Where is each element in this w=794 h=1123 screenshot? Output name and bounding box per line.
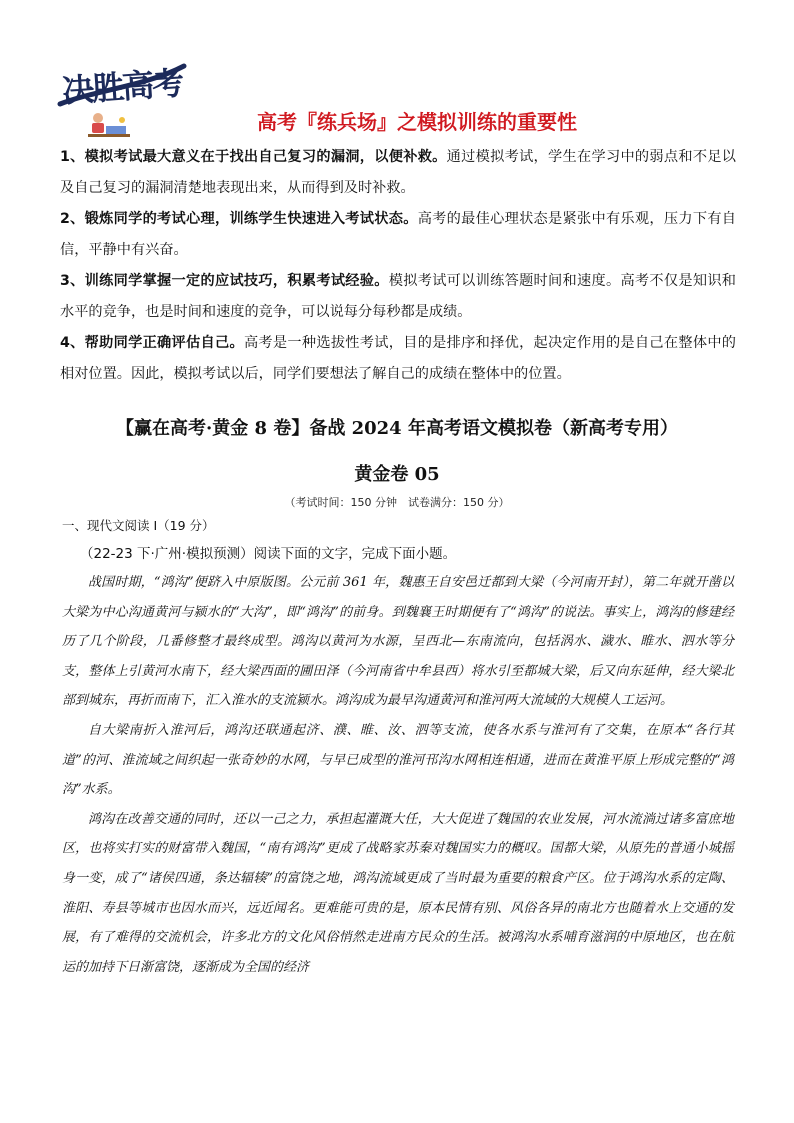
point-strong: 3、训练同学掌握一定的应试技巧，积累考试经验。 bbox=[60, 273, 389, 289]
page-title: 高考『练兵场』之模拟训练的重要性 bbox=[257, 110, 577, 134]
exam-subtitle: 黄金卷 05 bbox=[354, 464, 440, 485]
point-strong: 2、锻炼同学的考试心理，训练学生快速进入考试状态。 bbox=[60, 211, 418, 227]
point-item bbox=[60, 266, 736, 328]
exam-info: （考试时间：150 分钟 试卷满分：150 分） bbox=[284, 496, 510, 509]
section-intro: （22-23 下·广州·模拟预测）阅读下面的文字，完成下面小题。 bbox=[80, 546, 457, 562]
point-text: 高考的最佳心理状态是紧张中有乐观，压力下有自信，平静中有兴奋。 bbox=[60, 211, 736, 258]
logo-text: 决胜高考 bbox=[60, 63, 184, 111]
point-item bbox=[60, 142, 736, 204]
point-text: 通过模拟考试，学生在学习中的弱点和不足以及自己复习的漏洞清楚地表现出来，从而得到及时补救。 bbox=[60, 149, 736, 196]
section-heading: 一、现代文阅读 I（19 分） bbox=[62, 518, 215, 533]
exam-title: 【赢在高考·黄金 8 卷】备战 2024 年高考语文模拟卷（新高考专用） bbox=[116, 418, 678, 439]
point-item bbox=[60, 328, 736, 390]
point-text: 模拟考试可以训练答题时间和速度。高考不仅是知识和水平的竞争，也是时间和速度的竞争，可以说每分每秒都是成绩。 bbox=[60, 273, 736, 320]
points-list bbox=[60, 142, 736, 390]
point-item bbox=[60, 204, 736, 266]
point-text: 高考是一种选拔性考试，目的是排序和择优，起决定作用的是自己在整体中的相对位置。因此，模拟考试以后，同学们要想法了解自己的成绩在整体中的位置。 bbox=[60, 335, 736, 382]
point-strong: 4、帮助同学正确评估自己。 bbox=[60, 335, 244, 351]
point-strong: 1、模拟考试最大意义在于找出自己复习的漏洞，以便补救。 bbox=[60, 149, 447, 165]
passage-paragraph: 自大梁南折入淮河后，鸿沟还联通起济、濮、睢、汝、泗等支流，使各水系与淮河有了交集，在原本“各行其道”的河、淮流域之间织起一张奇妙的水网，与早已成型的淮河邗沟水网相连相通，进而在黄淮平原上形成完整的“鸿沟”水系。 bbox=[62, 722, 734, 798]
passage-paragraph: 战国时期，“鸿沟”便跻入中原版图。公元前 361 年，魏惠王自安邑迁都到大梁（今河南开封），第二年就开凿以大梁为中心沟通黄河与颍水的“大沟”，即“鸿沟”的前身。到魏襄王时期便有了“鸿沟”的说法。事实上，鸿沟的修建经历了几个阶段，几番修整才最终成型。鸿沟以黄河为水源，呈西北—东南流向，包括涡水、濊水、睢水、泗水等分支，整体上引黄河水南下，经大梁西面的圃田泽（今河南省中牟县西）将水引至都城大梁，后又向东延伸，经大梁北部到城东，再折而南下，汇入淮水的支流颍水。鸿沟成为最早沟通黄河和淮河两大流域的大规模人工运河。 bbox=[62, 575, 734, 709]
passage-paragraph: 鸿沟在改善交通的同时，还以一己之力，承担起灌溉大任，大大促进了魏国的农业发展，河水流淌过诸多富庶地区，也将实打实的财富带入魏国，“南有鸿沟”更成了战略家苏秦对魏国实力的概叹。国都大梁，从原先的普通小城摇身一变，成了“诸侯四通，条达辐辏”的富饶之地，鸿沟流域更成了当时最为重要的粮食产区。位于鸿沟水系的定陶、淮阳、寿县等城市也因水而兴，远近闻名。更难能可贵的是，原本民情有别、风俗各异的南北方也随着水上交通的发展，有了难得的交流机会，许多北方的文化风俗悄然走进南方民众的生活。被鸿沟水系哺育滋润的中原地区，也在航运的加持下日渐富饶，逐渐成为全国的经济 bbox=[62, 811, 734, 975]
reading-passage bbox=[62, 568, 734, 982]
